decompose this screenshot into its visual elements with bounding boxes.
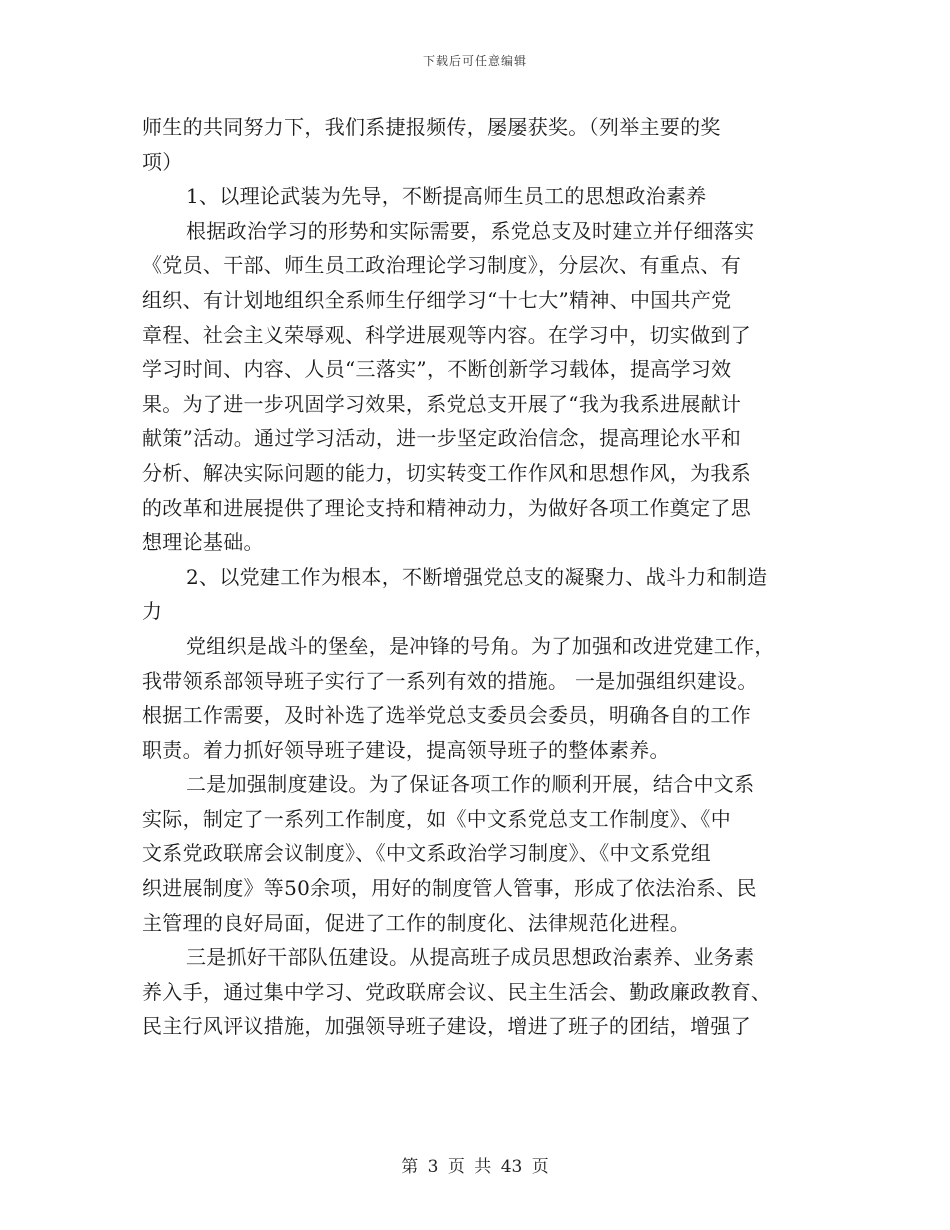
- body-line: 实际，制定了一系列工作制度，如《中文系党总支工作制度》、《中: [142, 806, 731, 831]
- document-body: [142, 110, 802, 1044]
- body-line: 我带领系部领导班子实行了一系列有效的措施。 一是加强组织建设。: [142, 668, 758, 693]
- body-line: 师生的共同努力下，我们系捷报频传，屡屡获奖。（列举主要的奖: [142, 115, 721, 139]
- body-line: 想理论基础。: [142, 530, 264, 555]
- section-heading: 2、以党建工作为根本，不断增强党总支的凝聚力、战斗力和制造: [186, 564, 768, 589]
- body-line: 学习时间、内容、人员“三落实”，不断创新学习载体，提高学习效: [142, 357, 732, 382]
- body-line: 献策”活动。通过学习活动，进一步坚定政治信念，提高理论水平和: [142, 426, 742, 451]
- body-line: 党组织是战斗的堡垒，是冲锋的号角。为了加强和改进党建工作，: [186, 633, 775, 658]
- body-line: 根据政治学习的形势和实际需要，系党总支及时建立并仔细落实: [186, 218, 755, 243]
- body-line: 的改革和进展提供了理论支持和精神动力，为做好各项工作奠定了思: [142, 495, 751, 520]
- body-line: 项）: [142, 149, 183, 174]
- body-line: 分析、解决实际问题的能力，切实转变工作作风和思想作风，为我系: [142, 460, 751, 485]
- body-line: 养入手，通过集中学习、党政联席会议、民主生活会、勤政廉政教育、: [142, 979, 772, 1004]
- page-header: 下载后可任意编辑: [422, 54, 527, 68]
- body-line: 二是加强制度建设。为了保证各项工作的顺利开展，结合中文系: [186, 772, 755, 797]
- body-line: 章程、社会主义荣辱观、科学进展观等内容。在学习中，切实做到了: [142, 322, 751, 347]
- body-line: 组织、有计划地组织全系师生仔细学习“十七大”精神、中国共产党: [142, 287, 732, 312]
- body-line: 根据工作需要，及时补选了选举党总支委员会委员，明确各自的工作: [142, 703, 751, 728]
- body-line: 民主行风评议措施，加强领导班子建设，增进了班子的团结，增强了: [142, 1014, 751, 1039]
- body-line: 三是抓好干部队伍建设。从提高班子成员思想政治素养、业务素: [186, 945, 755, 970]
- page-number: 第 3 页 共 43 页: [401, 1157, 549, 1177]
- body-line: 力: [142, 599, 163, 624]
- body-line: 主管理的良好局面，促进了工作的制度化、法律规范化进程。: [142, 910, 691, 935]
- body-line: 果。为了进一步巩固学习效果，系党总支开展了“我为我系进展献计: [142, 391, 742, 416]
- section-heading: 1、以理论武装为先导，不断提高师生员工的思想政治素养: [186, 184, 707, 209]
- body-line: 职责。着力抓好领导班子建设，提高领导班子的整体素养。: [142, 737, 670, 762]
- body-line: 《党员、干部、师生员工政治理论学习制度》，分层次、有重点、有: [142, 253, 741, 278]
- body-line: 文系党政联席会议制度》、《中文系政治学习制度》、《中文系党组: [142, 841, 711, 866]
- body-line: 织进展制度》等50余项，用好的制度管人管事，形成了依法治系、民: [142, 876, 757, 901]
